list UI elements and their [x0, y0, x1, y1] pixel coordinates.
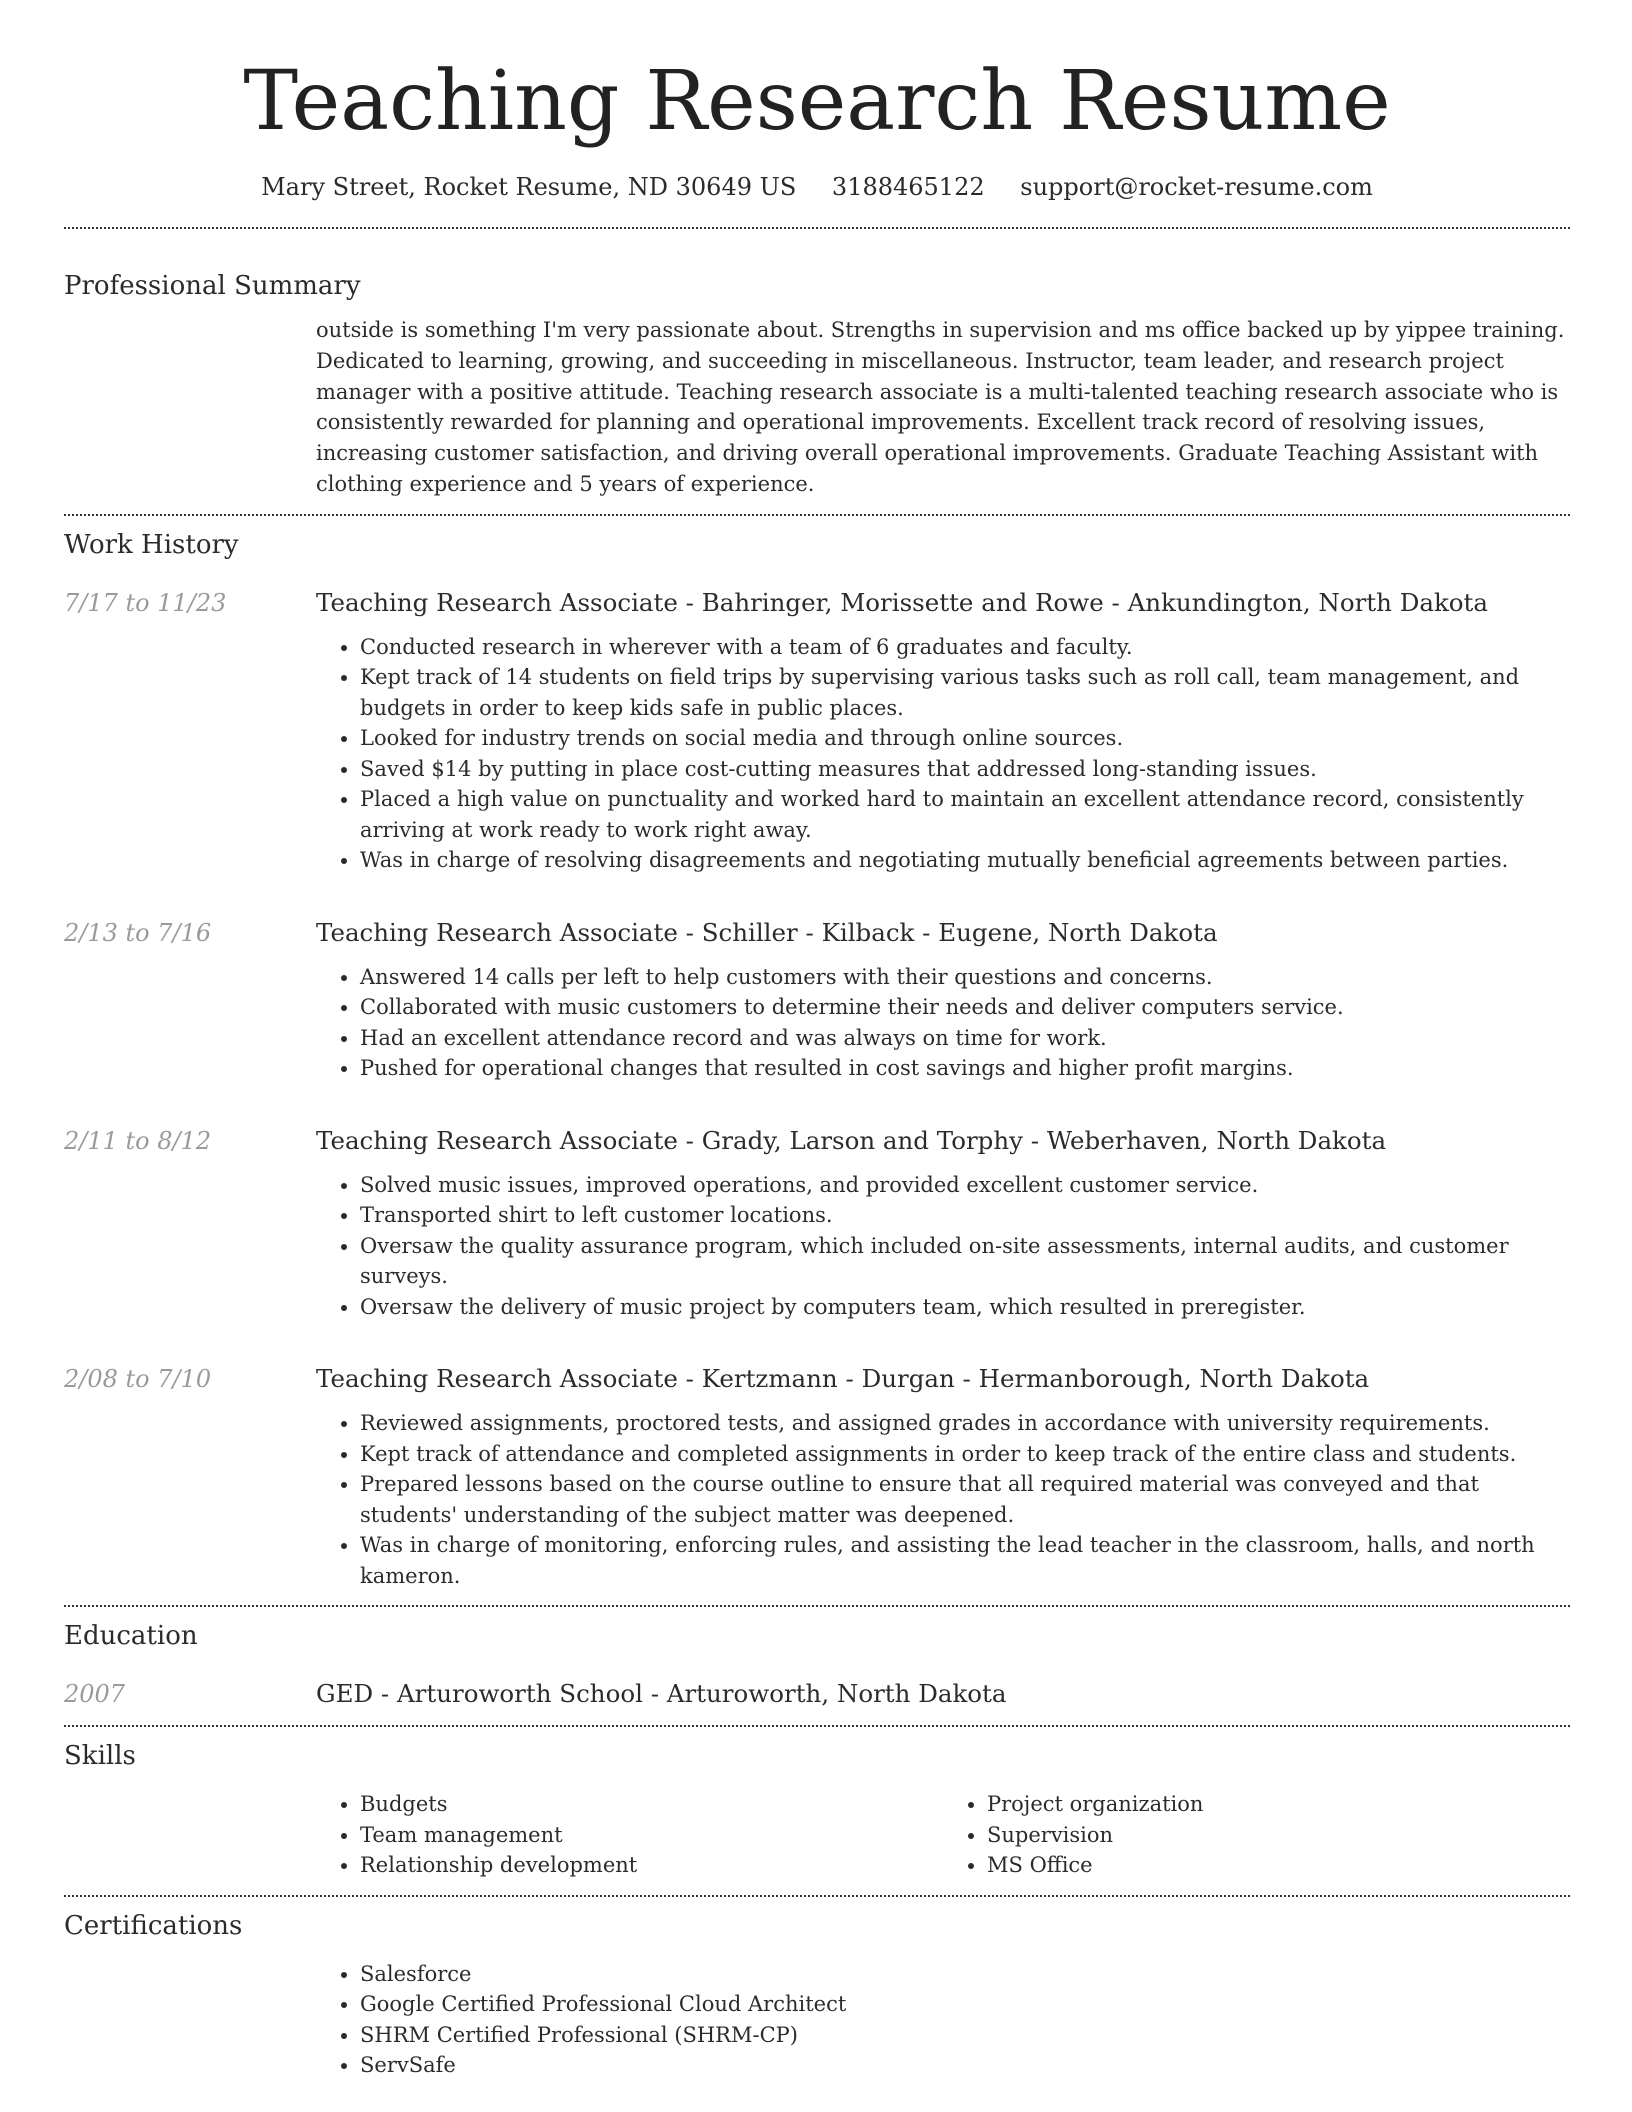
education-heading: Education [64, 1621, 198, 1652]
contact-email: support@rocket-resume.com [1020, 173, 1373, 201]
job-dates: 2/11 to 8/12 [64, 1126, 212, 1155]
job-bullets [316, 632, 1570, 876]
list-item: • Solved music issues, improved operations, and provided excellent customer service. [360, 1170, 1570, 1201]
certifications-heading: Certifications [64, 1910, 243, 1941]
contact-line [64, 170, 1570, 204]
job-bullets [316, 962, 1570, 1084]
list-item: • Placed a high value on punctuality and worked hard to maintain an excellent attendance record, consistently arriving at work ready to work right away. [360, 784, 1570, 845]
divider [64, 1895, 1570, 1897]
job-entry [64, 1362, 1570, 1591]
job-entry [64, 916, 1570, 1084]
certifications-list [316, 1959, 1570, 2081]
list-item: • Pushed for operational changes that resulted in cost savings and higher profit margins. [360, 1053, 1570, 1084]
job-bullets [316, 1170, 1570, 1323]
summary-section [64, 269, 1570, 500]
work-history-heading: Work History [64, 529, 239, 560]
job-dates: 2/08 to 7/10 [64, 1365, 212, 1394]
page-title: Teaching Research Resume [243, 54, 1391, 149]
job-bullets [316, 1408, 1570, 1591]
summary-heading: Professional Summary [64, 271, 361, 301]
list-item: • Conducted research in wherever with a team of 6 graduates and faculty. [360, 632, 1570, 663]
job-title: Teaching Research Associate - Schiller - Kilback - Eugene, North Dakota [316, 917, 1218, 947]
job-title: Teaching Research Associate - Kertzmann - Durgan - Hermanborough, North Dakota [316, 1364, 1370, 1394]
list-item: • Budgets [360, 1789, 943, 1820]
job-dates: 2/13 to 7/16 [64, 918, 212, 947]
list-item: • Was in charge of resolving disagreements and negotiating mutually beneficial agreements between parties. [360, 845, 1570, 876]
skills-section [64, 1739, 1570, 1881]
list-item: • Had an excellent attendance record and was always on time for work. [360, 1023, 1570, 1054]
work-history-section [64, 528, 1570, 1592]
list-item: • Prepared lessons based on the course outline to ensure that all required material was conveyed and that students' understanding of the subject matter was deepened. [360, 1469, 1570, 1530]
list-item: • Oversaw the delivery of music project by computers team, which resulted in preregister. [360, 1292, 1570, 1323]
contact-address: Mary Street, Rocket Resume, ND 30649 US [261, 173, 797, 201]
list-item: • ServSafe [360, 2050, 1570, 2081]
education-section [64, 1619, 1570, 1711]
list-item: • Project organization [987, 1789, 1570, 1820]
list-item: • Answered 14 calls per left to help customers with their questions and concerns. [360, 962, 1570, 993]
job-entry [64, 1124, 1570, 1323]
certifications-section [64, 1909, 1570, 2081]
contact-phone: 3188465122 [831, 173, 985, 201]
list-item: • Team management [360, 1820, 943, 1851]
list-item: • Saved $14 by putting in place cost-cutting measures that addressed long-standing issues. [360, 754, 1570, 785]
list-item: • SHRM Certified Professional (SHRM-CP) [360, 2020, 1570, 2051]
list-item: • Supervision [987, 1820, 1570, 1851]
list-item: • Was in charge of monitoring, enforcing rules, and assisting the lead teacher in the classroom, halls, and north kameron. [360, 1530, 1570, 1591]
list-item: • Oversaw the quality assurance program, which included on-site assessments, internal audits, and customer surveys. [360, 1231, 1570, 1292]
list-item: • MS Office [987, 1850, 1570, 1881]
list-item: • Looked for industry trends on social media and through online sources. [360, 723, 1570, 754]
divider [64, 227, 1570, 229]
job-dates: 7/17 to 11/23 [64, 588, 227, 617]
list-item: • Reviewed assignments, proctored tests, and assigned grades in accordance with university requirements. [360, 1408, 1570, 1439]
divider [64, 1605, 1570, 1607]
list-item: • Salesforce [360, 1959, 1570, 1990]
education-entry: GED - Arturoworth School - Arturoworth, North Dakota [316, 1679, 1007, 1709]
list-item: • Transported shirt to left customer locations. [360, 1200, 1570, 1231]
job-title: Teaching Research Associate - Grady, Larson and Torphy - Weberhaven, North Dakota [316, 1125, 1387, 1155]
divider [64, 1725, 1570, 1727]
education-year: 2007 [64, 1680, 126, 1709]
list-item: • Google Certified Professional Cloud Architect [360, 1989, 1570, 2020]
list-item: • Relationship development [360, 1850, 943, 1881]
list-item: • Kept track of 14 students on field trips by supervising various tasks such as roll call, team management, and budgets in order to keep kids safe in public places. [360, 662, 1570, 723]
skills-list-right [943, 1789, 1570, 1881]
skills-list-left [316, 1789, 943, 1881]
job-title: Teaching Research Associate - Bahringer, Morissette and Rowe - Ankundington, North Dakota [316, 587, 1489, 617]
job-entry [64, 586, 1570, 876]
skills-heading: Skills [64, 1741, 136, 1772]
list-item: • Collaborated with music customers to determine their needs and deliver computers service. [360, 992, 1570, 1023]
summary-text: outside is something I'm very passionate about. Strengths in supervision and ms office backed up by yippee training. Dedicated to learning, growing, and succeeding in miscellaneous. Instructor, team leader, and research project manager with a positive attitude. Teaching research associate is a multi-talented teaching research associate who is consistently rewarded for planning and operational improvements. Excellent track record of resolving issues, increasing customer satisfaction, and driving overall operational improvements. Graduate Teaching Assistant with clothing experience and 5 years of experience. [316, 318, 1565, 496]
list-item: • Kept track of attendance and completed assignments in order to keep track of the entire class and students. [360, 1439, 1570, 1470]
resume-page [64, 0, 1570, 2081]
divider [64, 514, 1570, 516]
